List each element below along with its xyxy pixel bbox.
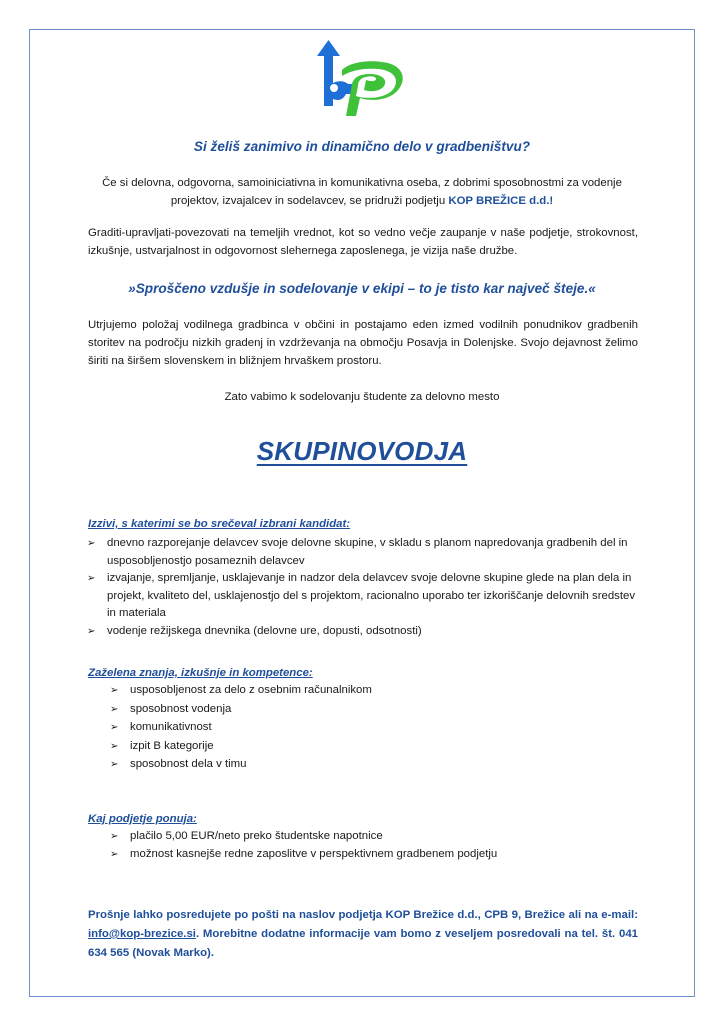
skills-heading: Zaželena znanja, izkušnje in kompetence: [88,667,313,679]
company-name: KOP BREŽICE d.d.! [448,195,554,207]
bullet-arrow-icon: ➢ [110,685,119,696]
list-item: ➢ komunikativnost [130,719,630,737]
list-item: ➢ izvajanje, spremljanje, usklajevanje in nadzor dela delavcev svoje delovne skupine glede na plan dela in projekt, kvaliteto del, usklajenostjo del s projektom, racionalno uporabo ter izkoriščanje delovnih sredstev in materiala [87,572,636,620]
offer-heading: Kaj podjetje ponuja: [88,813,197,825]
list-item: ➢ sposobnost vodenja [130,701,630,719]
list-item: ➢ izpit B kategorije [130,738,630,756]
list-item: ➢ dnevno razporejanje delavcev svoje delovne skupine, v skladu s planom napredovanja gradbenih del in usposobljenostjo posameznih delavcev [87,537,628,567]
motto: »Sproščeno vzdušje in sodelovanje v ekipi – to je tisto kar največ šteje.« [128,281,596,296]
list-item: ➢ vodenje režijskega dnevnika (delovne ure, dopusti, odsotnosti) [107,623,639,641]
bullet-arrow-icon: ➢ [110,722,119,734]
list-item: ➢ plačilo 5,00 EUR/neto preko študentske napotnice [130,828,630,846]
bullet-arrow-icon: ➢ [87,538,96,549]
offer-list [110,828,630,863]
intro-question: Si želiš zanimivo in dinamično delo v gradbeništvu? [193,139,531,154]
bullet-arrow-icon: ➢ [110,740,119,752]
challenges-heading: Izzivi, s katerimi se bo srečeval izbrani kandidat: [88,518,351,530]
list-item: ➢ usposobljenost za delo z osebnim računalnikom [130,682,630,700]
contact-footer [88,906,638,963]
invite-text: Če si delovna, odgovorna, samoiniciativna in komunikativna oseba, z dobrimi sposobnostmi za vodenje projektov, izvajalcev in sodelavcev, se pridruži podjetju [102,177,622,207]
list-item: ➢ možnost kasnejše redne zaposlitve v perspektivnem gradbenem podjetju [130,846,630,864]
call-to-apply: Zato vabimo k sodelovanju študente za delovno mesto [224,391,500,403]
kop-logo-icon [312,40,412,116]
challenges-list [87,535,639,641]
footer-text-after: . Morebitne dodatne informacije vam bomo z veseljem posredovali na tel. št. 041 634 565 (Novak Marko). [88,928,638,959]
intro-invite [96,174,628,210]
bullet-arrow-icon: ➢ [87,573,96,585]
vision-paragraph: Graditi-upravljati-povezovati na temeljih vrednot, kot so vedno večje zaupanje v naše podjetje, strokovnost, izkušnje, ustvarjalnost in odgovornost slehernega zaposlenega, je vizija naše družbe. [88,227,638,257]
list-item: ➢ sposobnost dela v timu [130,756,630,774]
bullet-arrow-icon: ➢ [110,759,119,771]
bullet-arrow-icon: ➢ [110,831,119,842]
bullet-arrow-icon: ➢ [110,703,119,715]
about-paragraph: Utrjujemo položaj vodilnega gradbinca v občini in postajamo eden izmed vodilnih ponudnikov gradbenih storitev na področju nizkih gradenj in vzdrževanja na območju Posavja in Dolenjske. Svojo dejavnost želimo širiti na širšem slovenskem in bližnjem hrvaškem prostoru. [88,319,638,367]
skills-list [110,682,630,774]
bullet-arrow-icon: ➢ [87,625,96,637]
footer-text-before: Prošnje lahko posredujete po pošti na naslov podjetja KOP Brežice d.d., CPB 9, Brežice ali na e-mail: [88,909,638,921]
position-title: SKUPINOVODJA [256,436,468,466]
email-link[interactable]: info@kop-brezice.si [88,928,196,940]
bullet-arrow-icon: ➢ [110,848,119,860]
